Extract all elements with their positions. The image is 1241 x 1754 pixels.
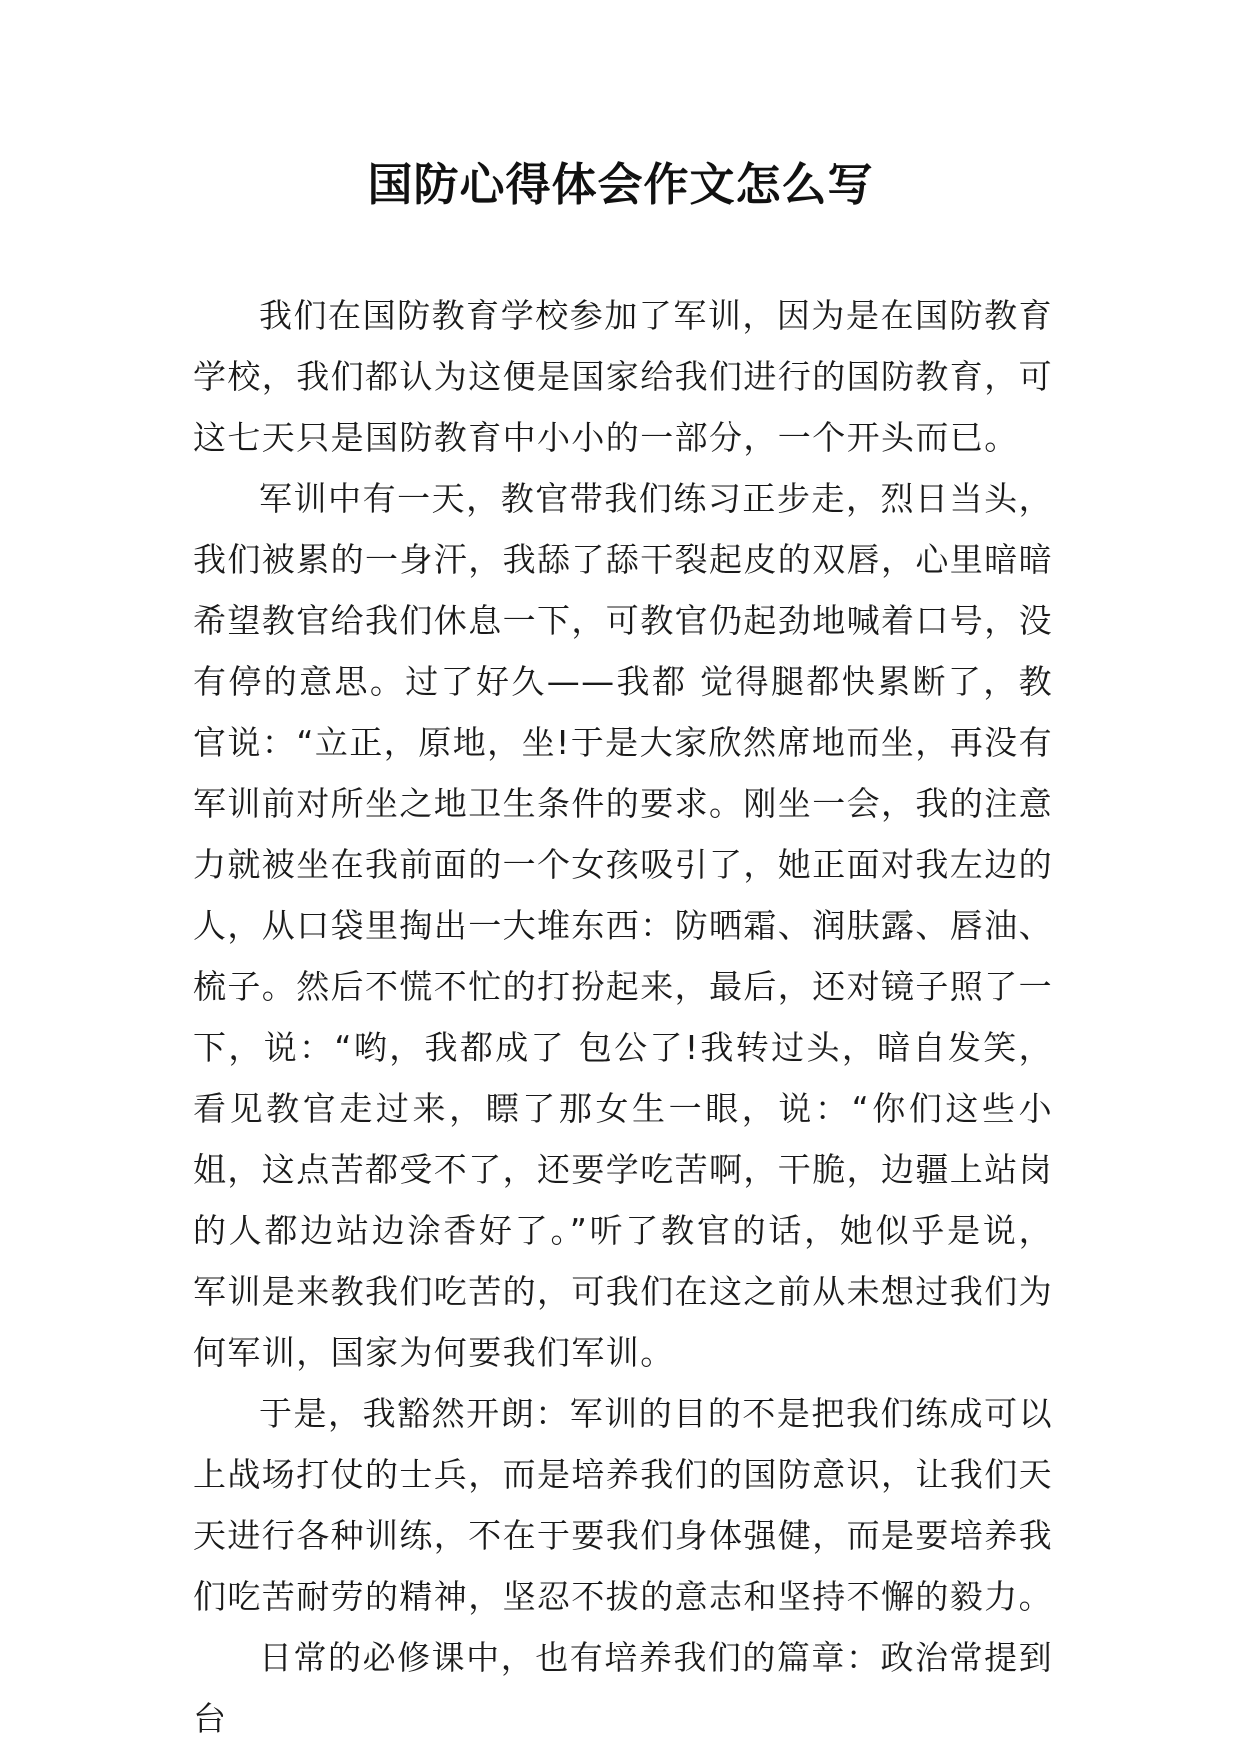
document-body [193, 285, 1053, 1749]
paragraph-2: 军训中有一天，教官带我们练习正步走，烈日当头，我们被累的一身汗，我舔了舔干裂起皮的双唇，心里暗暗希望教官给我们休息一下，可教官仍起劲地喊着口号，没有停的意思。过了好久——我都 觉得腿都快累断了，教官说：“立正，原地，坐!于是大家欣然席地而坐，再没有军训前对所坐之地卫生条件的要求。刚坐一会，我的注意力就被坐在我前面的一个女孩吸引了，她正面对我左边的人，从口袋里掏出一大堆东西：防晒霜、润肤露、唇油、梳子。然后不慌不忙的打扮起来，最后，还对镜子照了一下，说：“哟，我都成了 包公了!我转过头，暗自发笑，看见教官走过来，瞟了那女生一眼，说：“你们这些小姐，这点苦都受不了，还要学吃苦啊，干脆，边疆上站岗的人都边站边涂香好了。”听了教官的话，她似乎是说，军训是来教我们吃苦的，可我们在这之前从未想过我们为何军训，国家为何要我们军训。 [193, 479, 1053, 1372]
document-title: 国防心得体会作文怎么写 [367, 158, 874, 211]
paragraph-1: 我们在国防教育学校参加了军训，因为是在国防教育学校，我们都认为这便是国家给我们进行的国防教育，可这七天只是国防教育中小小的一部分，一个开头而已。 [193, 296, 1053, 457]
paragraph-3: 于是，我豁然开朗：军训的目的不是把我们练成可以上战场打仗的士兵，而是培养我们的国防意识，让我们天天进行各种训练，不在于要我们身体强健，而是要培养我们吃苦耐劳的精神，坚忍不拔的意志和坚持不懈的毅力。 [193, 1394, 1053, 1616]
paragraph-4: 日常的必修课中，也有培养我们的篇章：政治常提到台 [193, 1638, 1053, 1738]
